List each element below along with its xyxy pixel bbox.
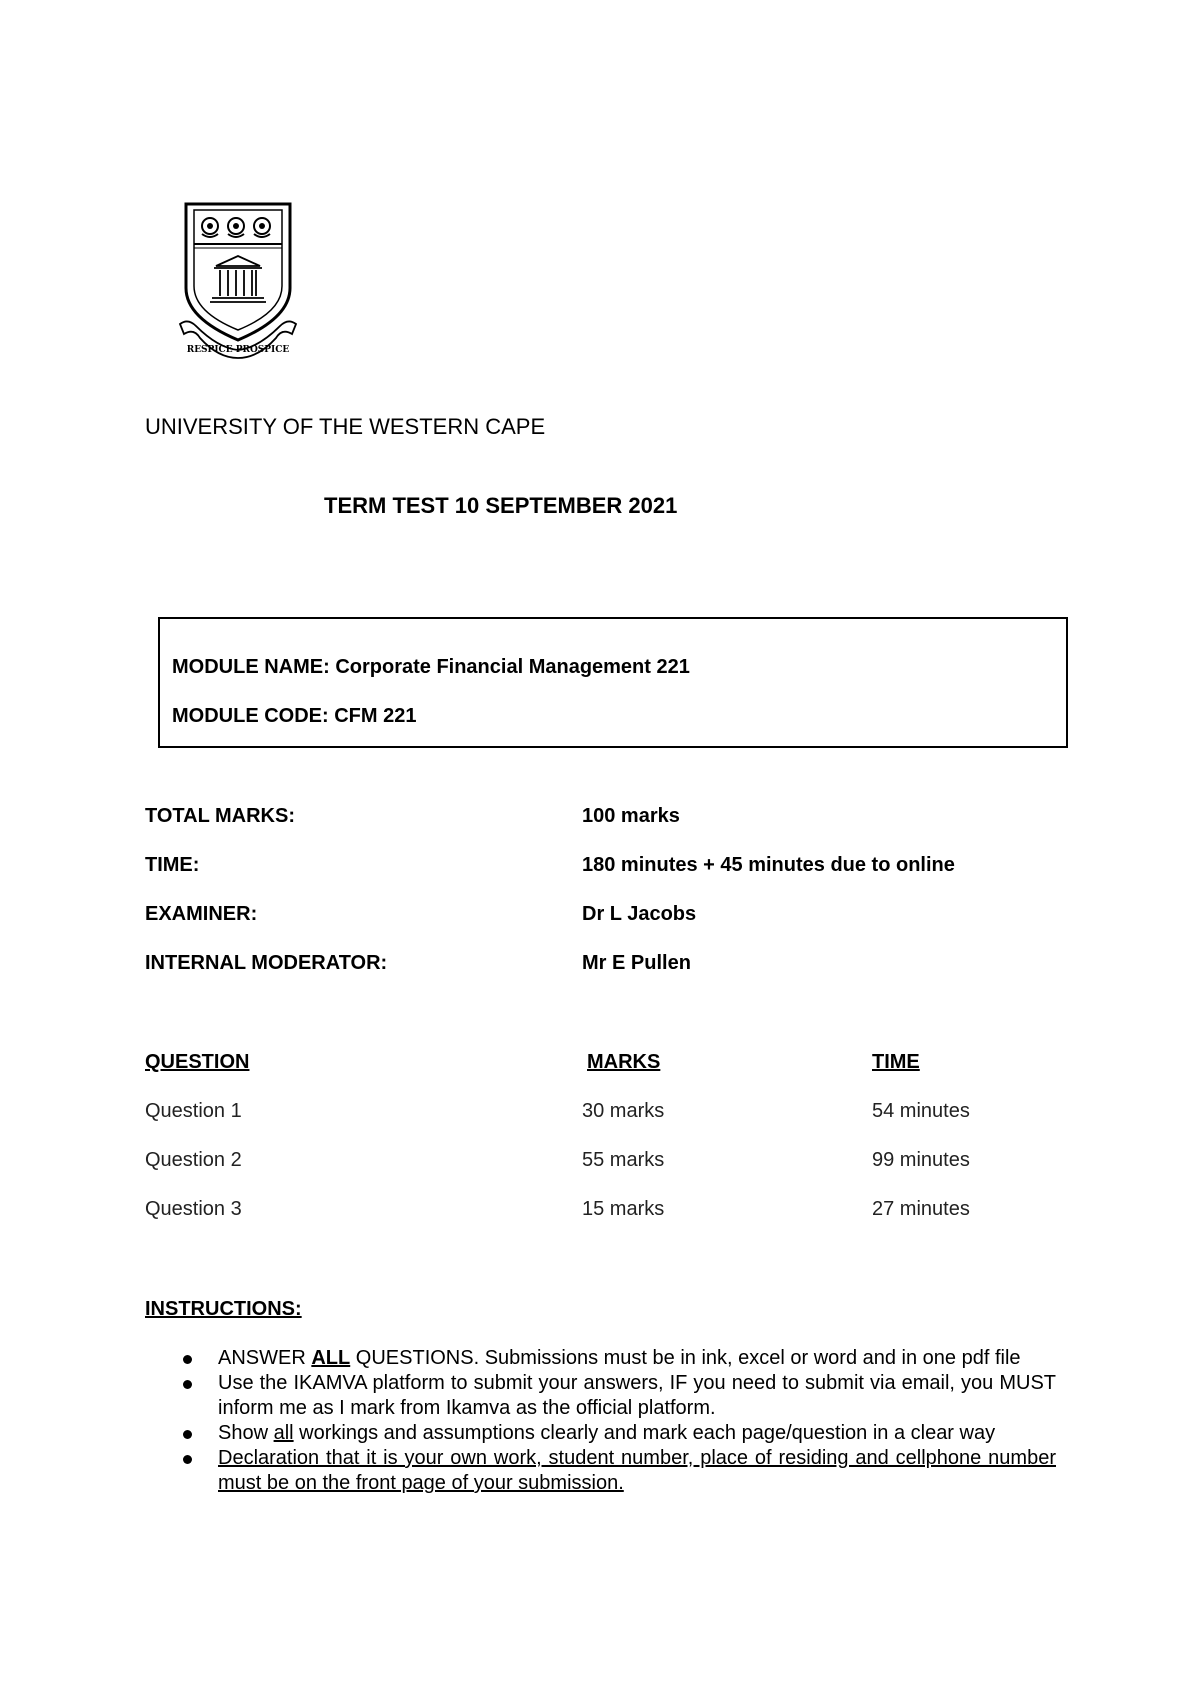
examiner-label: EXAMINER:: [145, 903, 258, 925]
university-crest-logo: [178, 200, 298, 360]
bullet-icon: [183, 1430, 192, 1439]
test-title: TERM TEST 10 SEPTEMBER 2021: [324, 493, 678, 518]
marks-column-header: MARKS: [587, 1051, 661, 1073]
table-row-marks: 15 marks: [582, 1198, 665, 1220]
bullet-icon: [183, 1355, 192, 1364]
table-row-question: Question 2: [145, 1149, 242, 1171]
module-name: MODULE NAME: Corporate Financial Management 221: [172, 656, 690, 678]
instruction-emphasis: ALL: [311, 1347, 351, 1369]
time-label: TIME:: [145, 854, 200, 876]
instructions-heading: INSTRUCTIONS:: [145, 1298, 302, 1320]
instruction-text: ANSWER: [218, 1347, 312, 1369]
time-value: 180 minutes + 45 minutes due to online: [582, 854, 955, 876]
table-row-marks: 55 marks: [582, 1149, 665, 1171]
bullet-icon: [183, 1455, 192, 1464]
list-item: [183, 1346, 1056, 1371]
module-info-box: [158, 617, 1068, 748]
question-column-header: QUESTION: [145, 1051, 250, 1073]
examiner-value: Dr L Jacobs: [582, 903, 697, 925]
table-row-question: Question 3: [145, 1198, 242, 1220]
instruction-text: Show: [218, 1422, 274, 1444]
list-item: [183, 1421, 1056, 1446]
instruction-emphasis: all: [273, 1422, 294, 1444]
crest-motto-text: RESPICE PROSPICE: [186, 345, 290, 355]
instruction-text: QUESTIONS. Submissions must be in ink, excel or word and in one pdf file: [350, 1347, 1021, 1369]
instructions-list: [183, 1346, 1056, 1496]
list-item: [183, 1371, 1056, 1421]
instruction-text: workings and assumptions clearly and mark each page/question in a clear way: [293, 1422, 996, 1444]
table-row-question: Question 1: [145, 1100, 242, 1122]
moderator-label: INTERNAL MODERATOR:: [145, 952, 388, 974]
time-column-header: TIME: [872, 1051, 920, 1073]
table-row-time: 54 minutes: [872, 1100, 970, 1122]
moderator-value: Mr E Pullen: [582, 952, 691, 974]
university-name: UNIVERSITY OF THE WESTERN CAPE: [145, 414, 546, 439]
module-code: MODULE CODE: CFM 221: [172, 705, 417, 727]
table-row-time: 27 minutes: [872, 1198, 970, 1220]
instruction-text: Declaration that it is your own work, student number, place of residing and cellphone number must be on the front page of your submission.: [218, 1447, 1056, 1494]
table-row-marks: 30 marks: [582, 1100, 665, 1122]
total-marks-label: TOTAL MARKS:: [145, 805, 295, 827]
table-row-time: 99 minutes: [872, 1149, 970, 1171]
bullet-icon: [183, 1380, 192, 1389]
list-item: [183, 1446, 1056, 1496]
instruction-text: Use the IKAMVA platform to submit your answers, IF you need to submit via email, you MUST inform me as I mark from Ikamva as the official platform.: [218, 1372, 1056, 1419]
total-marks-value: 100 marks: [582, 805, 680, 827]
